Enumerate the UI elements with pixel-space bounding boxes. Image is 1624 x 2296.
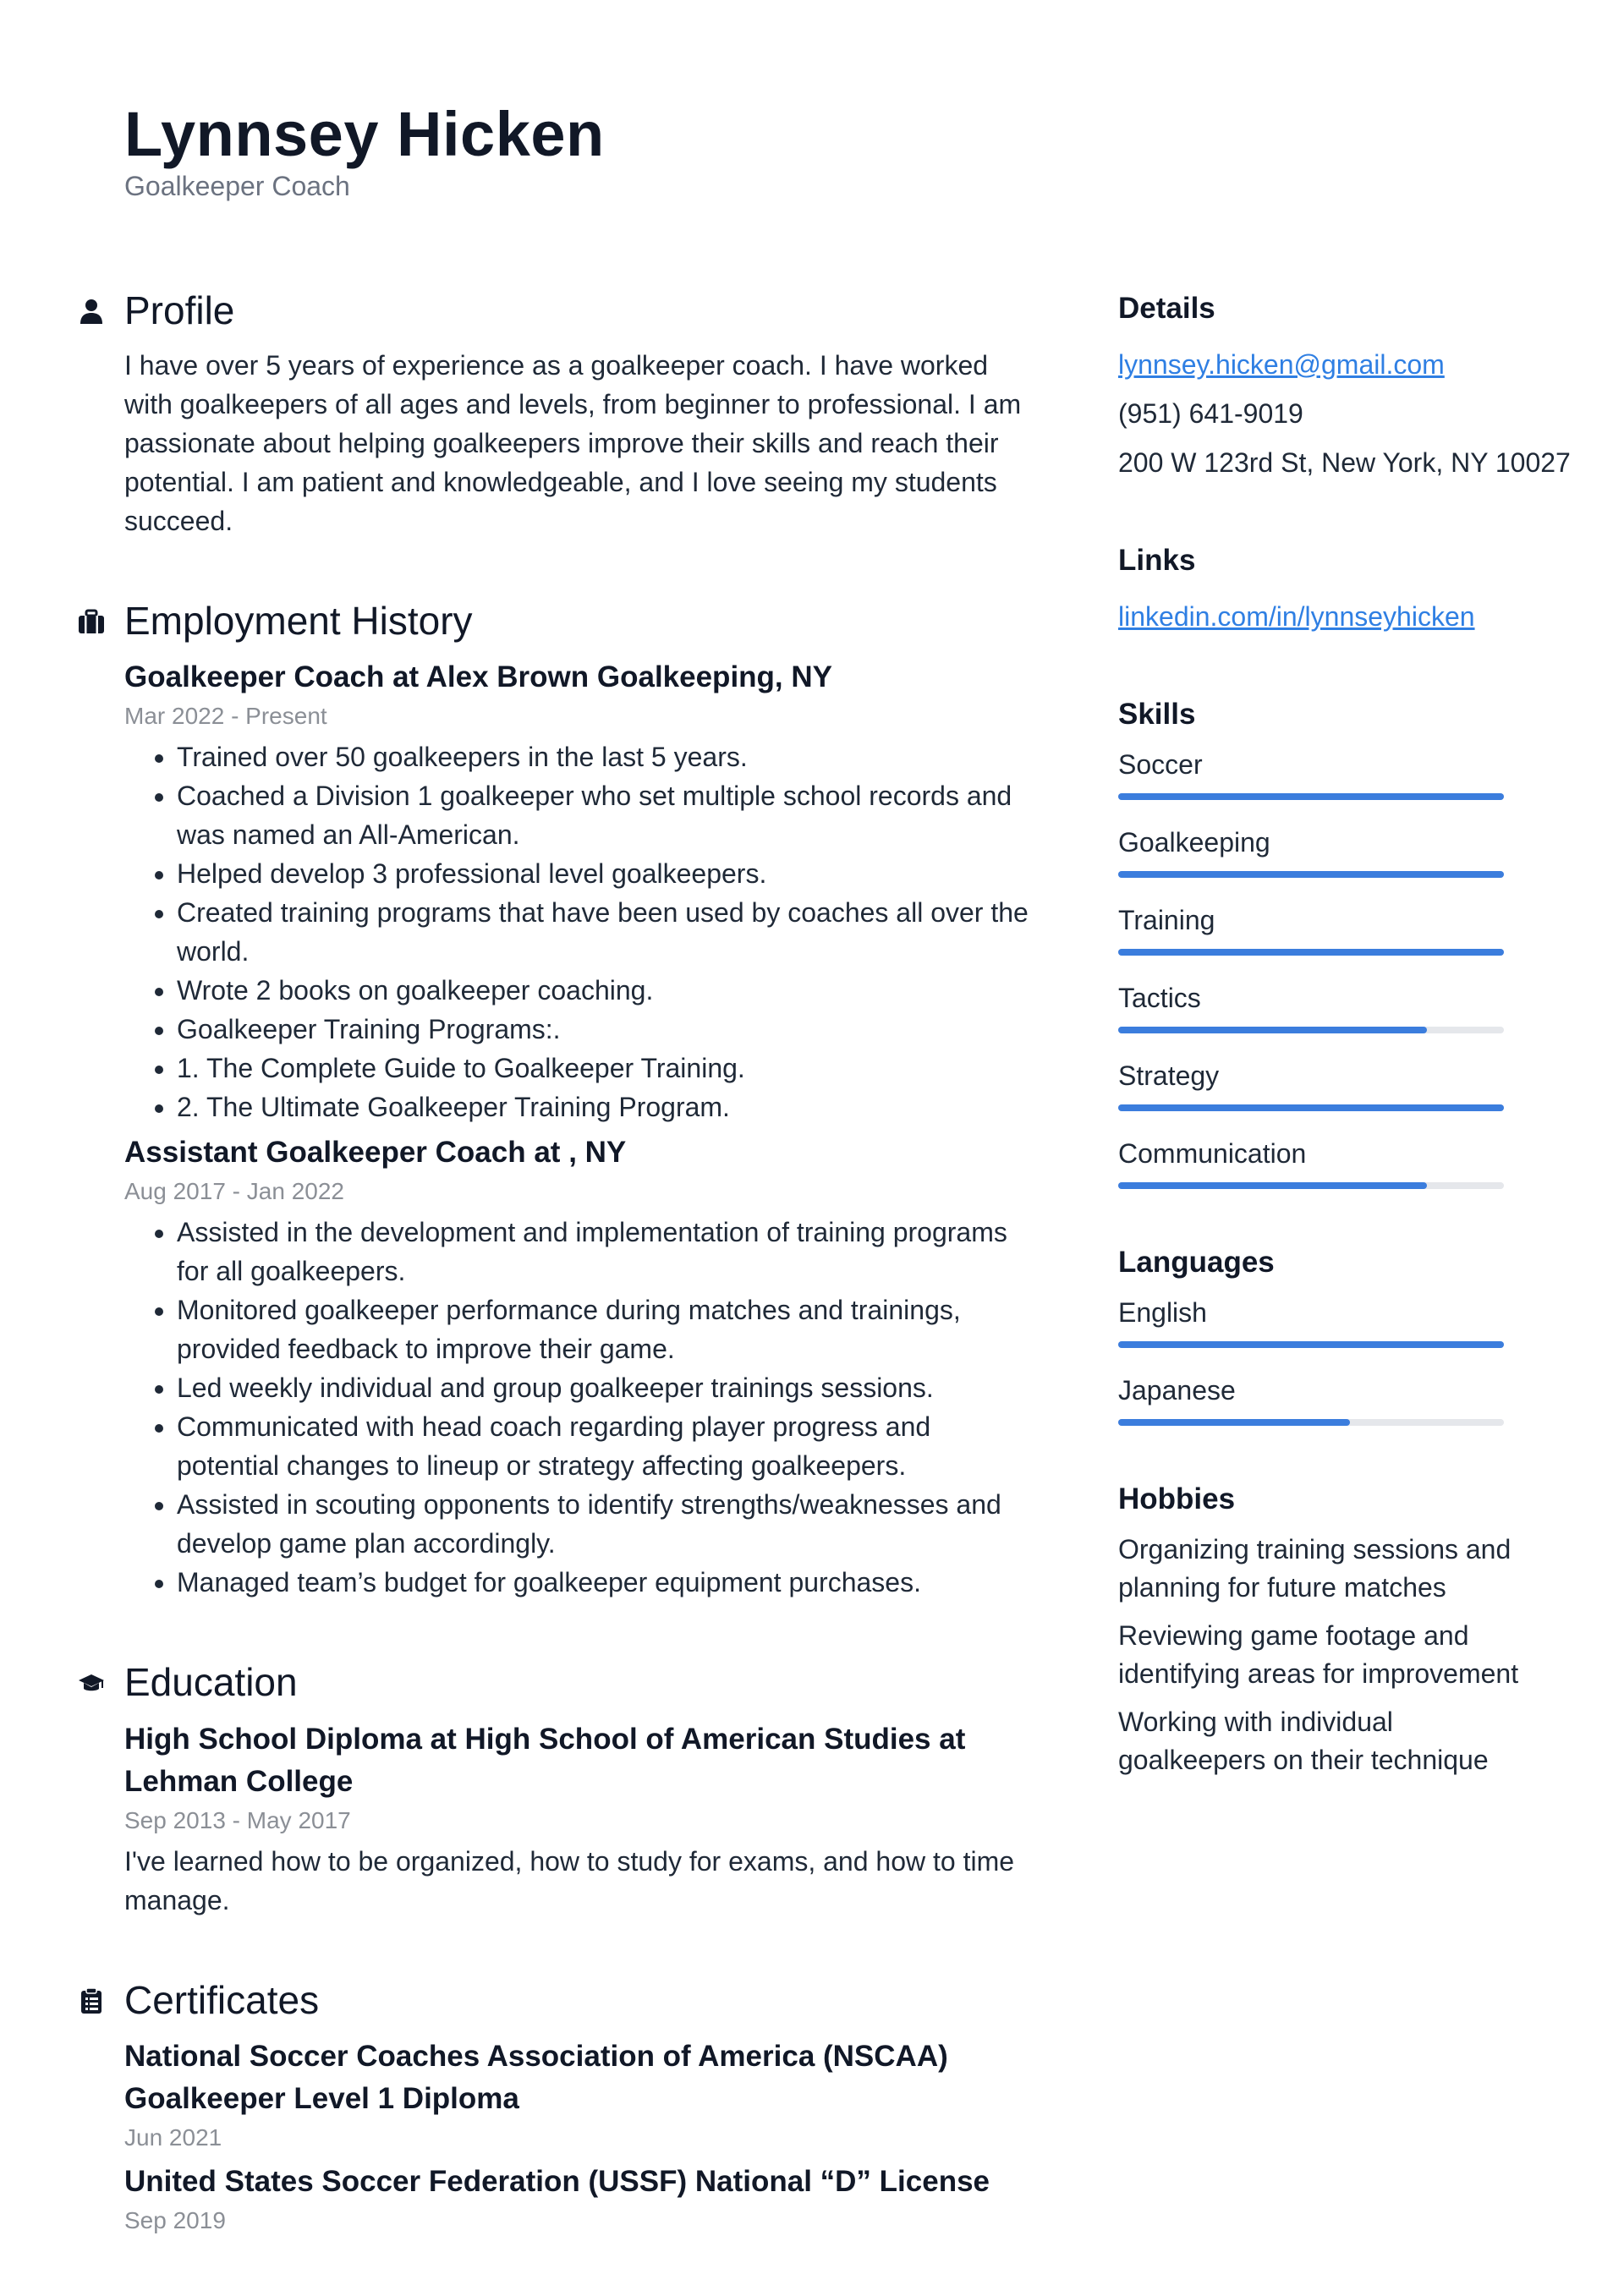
education-text: I've learned how to be organized, how to study for exams, and how to time manage. xyxy=(124,1845,1015,1915)
skill-row xyxy=(1118,1135,1541,1189)
skill-label: Goalkeeping xyxy=(1118,827,1270,858)
certificate-title: United States Soccer Federation (USSF) National “D” License xyxy=(124,2164,990,2198)
skills-section xyxy=(1118,693,1541,1189)
list-item: • Created training programs that have been used by coaches all over the world. xyxy=(177,893,1029,971)
skill-level-fill xyxy=(1118,949,1504,956)
list-item: • Wrote 2 books on goalkeeper coaching. xyxy=(177,971,1029,1010)
main-column xyxy=(124,288,1029,2296)
linkedin-link[interactable]: linkedin.com/in/lynnseyhicken xyxy=(1118,601,1475,632)
email-line xyxy=(1118,340,1541,389)
skill-level-bar xyxy=(1118,871,1504,878)
skill-label: Soccer xyxy=(1118,749,1203,780)
education-title: Education xyxy=(124,1660,298,1705)
skill-level-bar xyxy=(1118,1104,1504,1111)
skill-level-fill xyxy=(1118,1341,1504,1348)
resume-name: Lynnsey Hicken xyxy=(124,99,605,169)
details-section xyxy=(1118,288,1571,487)
skill-level-bar xyxy=(1118,793,1504,800)
links-title: Links xyxy=(1118,544,1196,577)
skills-title: Skills xyxy=(1118,698,1196,731)
hobby-item: Reviewing game footage and identifying areas for improvement xyxy=(1118,1620,1519,1689)
list-item: • Assisted in scouting opponents to identify strengths/weaknesses and develop game plan accordingly. xyxy=(177,1485,1029,1563)
education-date: Sep 2013 - May 2017 xyxy=(124,1806,351,1833)
skill-level-bar xyxy=(1118,1341,1504,1348)
profile-section xyxy=(124,288,1029,540)
skill-level-fill xyxy=(1118,793,1504,800)
links-section xyxy=(1118,540,1541,641)
link-line xyxy=(1118,592,1541,641)
employment-section xyxy=(124,598,1029,1602)
list-item: • 2. The Ultimate Goalkeeper Training Program. xyxy=(177,1088,1029,1126)
skill-row xyxy=(1118,979,1541,1033)
list-item: • Communicated with head coach regarding player progress and potential changes to lineup or strategy affecting goalkeepers. xyxy=(177,1407,1029,1485)
skill-level-bar xyxy=(1118,1182,1504,1189)
certificates-title: Certificates xyxy=(124,1977,320,2022)
languages-list xyxy=(1118,1294,1541,1426)
profile-text: I have over 5 years of experience as a goalkeeper coach. I have worked with goalkeepers of all ages and levels, from beginner to professional. I am passionate about helping goalkeepers improve their skills and reach their potential. I am patient and knowledgeable, and I love seeing my students succeed. xyxy=(124,350,1022,537)
skill-row xyxy=(1118,824,1541,878)
job-title: Assistant Goalkeeper Coach at , NY xyxy=(124,1136,627,1170)
education-section xyxy=(124,1659,1029,1919)
certificates-section xyxy=(124,1977,1029,2238)
graduation-cap-icon xyxy=(78,1669,105,1696)
skill-label: Training xyxy=(1118,905,1215,935)
skill-level-fill xyxy=(1118,1027,1427,1033)
skill-row xyxy=(1118,1372,1541,1426)
skill-row xyxy=(1118,1057,1541,1111)
job-date: Aug 2017 - Jan 2022 xyxy=(124,1178,344,1205)
education-entry xyxy=(124,1718,1029,1920)
address-text: 200 W 123rd St, New York, NY 10027 xyxy=(1118,447,1571,478)
skill-level-fill xyxy=(1118,1182,1427,1189)
phone-text: (951) 641-9019 xyxy=(1118,398,1303,429)
details-title: Details xyxy=(1118,292,1215,325)
skill-label: English xyxy=(1118,1297,1207,1328)
list-item: • Monitored goalkeeper performance during matches and trainings, provided feedback to improve their game. xyxy=(177,1290,1029,1368)
hobby-item: Organizing training sessions and planning for future matches xyxy=(1118,1534,1512,1603)
list-item: • Trained over 50 goalkeepers in the last 5 years. xyxy=(177,737,1029,776)
list-item: • Coached a Division 1 goalkeeper who set multiple school records and was named an All-American. xyxy=(177,776,1029,854)
clipboard-icon xyxy=(78,1987,105,2014)
certificate-date: Jun 2021 xyxy=(124,2123,222,2151)
skill-label: Strategy xyxy=(1118,1060,1220,1091)
job-entry xyxy=(124,1132,1029,1602)
email-link[interactable]: lynnsey.hicken@gmail.com xyxy=(1118,349,1445,380)
profile-title: Profile xyxy=(124,288,235,332)
education-degree: High School Diploma at High School of American Studies at Lehman College xyxy=(124,1722,966,1798)
skill-level-bar xyxy=(1118,1419,1504,1426)
skill-label: Japanese xyxy=(1118,1375,1236,1406)
employment-title: Employment History xyxy=(124,599,473,644)
briefcase-icon xyxy=(78,608,105,635)
skill-row xyxy=(1118,746,1541,800)
list-item: • Assisted in the development and implementation of training programs for all goalkeepers. xyxy=(177,1213,1029,1290)
languages-section xyxy=(1118,1241,1541,1426)
certificate-date: Sep 2019 xyxy=(124,2206,226,2233)
list-item: • Helped develop 3 professional level goalkeepers. xyxy=(177,854,1029,893)
languages-title: Languages xyxy=(1118,1246,1275,1279)
certificate-title: National Soccer Coaches Association of America (NSCAA) Goalkeeper Level 1 Diploma xyxy=(124,2039,948,2115)
skill-row xyxy=(1118,901,1541,956)
job-bullets xyxy=(124,737,1029,1126)
job-title: Goalkeeper Coach at Alex Brown Goalkeeping, NY xyxy=(124,660,832,694)
list-item: • Goalkeeper Training Programs:. xyxy=(177,1010,1029,1049)
resume-role: Goalkeeper Coach xyxy=(124,171,350,201)
skills-list xyxy=(1118,746,1541,1189)
skill-level-bar xyxy=(1118,949,1504,956)
hobby-item: Working with individual goalkeepers on their technique xyxy=(1118,1707,1489,1775)
list-item: • 1. The Complete Guide to Goalkeeper Training. xyxy=(177,1049,1029,1088)
skill-level-fill xyxy=(1118,1104,1504,1111)
list-item: • Managed team’s budget for goalkeeper equipment purchases. xyxy=(177,1563,1029,1602)
job-bullets xyxy=(124,1213,1029,1602)
skill-label: Tactics xyxy=(1118,983,1201,1013)
job-date: Mar 2022 - Present xyxy=(124,703,327,730)
skill-level-fill xyxy=(1118,871,1504,878)
skill-label: Communication xyxy=(1118,1138,1307,1169)
sidebar-column xyxy=(1118,288,1571,1832)
skill-row xyxy=(1118,1294,1541,1348)
certificate-entry xyxy=(124,2036,1029,2156)
list-item: • Led weekly individual and group goalkeeper trainings sessions. xyxy=(177,1368,1029,1407)
skill-level-fill xyxy=(1118,1419,1350,1426)
job-entry xyxy=(124,656,1029,1126)
hobbies-title: Hobbies xyxy=(1118,1482,1236,1515)
person-icon xyxy=(78,298,105,325)
skill-level-bar xyxy=(1118,1027,1504,1033)
hobbies-section xyxy=(1118,1478,1541,1779)
certificate-entry xyxy=(124,2161,1029,2238)
